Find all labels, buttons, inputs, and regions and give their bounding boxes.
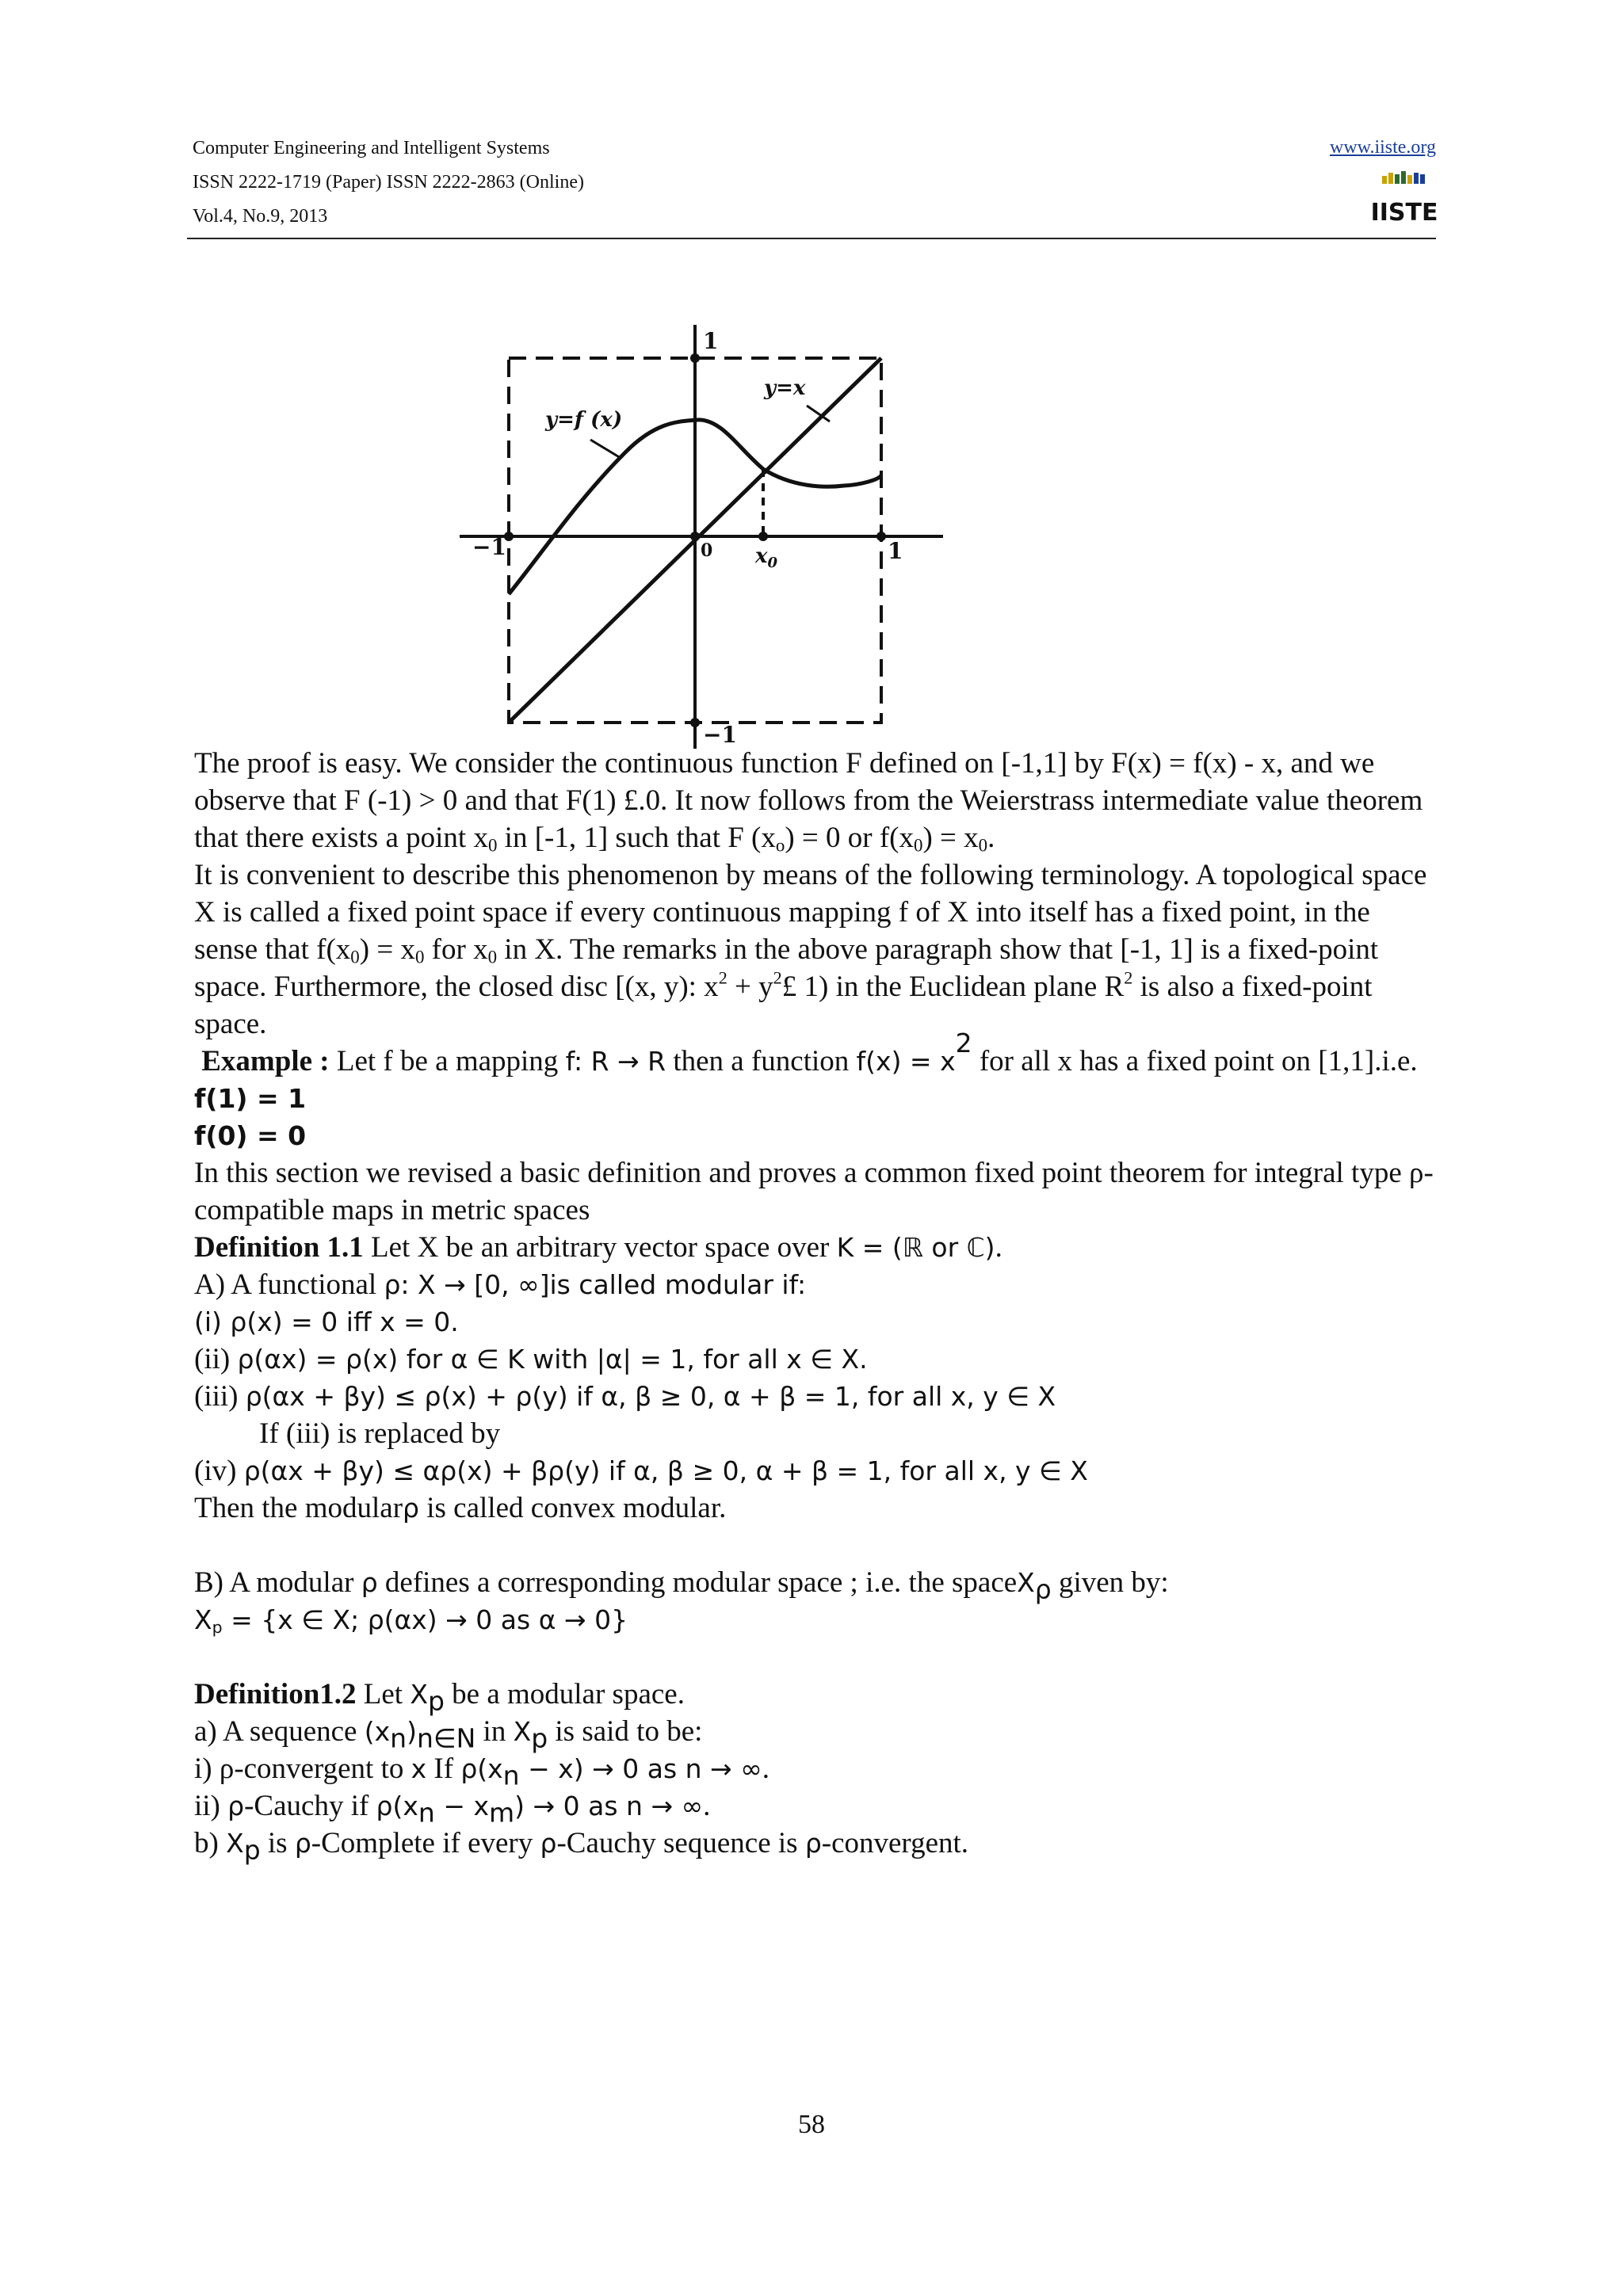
- example-f1: f(1) = 1: [194, 1083, 307, 1114]
- example-label: Example :: [201, 1045, 330, 1077]
- definition-1-1: Definition 1.1 Let X be an arbitrary vector space over K = (ℝ or ℂ).: [194, 1231, 1002, 1264]
- volume-line: Vol.4, No.9, 2013: [193, 206, 328, 227]
- label-origin: 0: [701, 540, 713, 561]
- example-paragraph: Example : Let f be a mapping f: R → R then a function $f(x) = x^2$ for all x has a fixed point on [1,1].i.e.: [201, 1027, 1418, 1077]
- rho-complete-line: b) $X_p$ is ρ-Complete if every ρ-Cauchy sequence is ρ-convergent.: [194, 1827, 969, 1866]
- def-b-modular-space: B) A modular ρ defines a corresponding modular space ; i.e. the spaceX$_\rho$ given by:: [194, 1566, 1169, 1605]
- paragraph-proof: The proof is easy. We consider the continuous function F defined on [-1,1] by F(x) = f(x) - x, and we observe that F (-1) > 0 and that F(1) £.0. It now follows from the Weierstrass intermediate value theorem that there exists a point $x_0$ in [-1, 1] such that F $(x_o) = 0$ or $f(x_0) = x_0$.: [194, 747, 1423, 856]
- label-left: −1: [472, 534, 506, 560]
- example-f0: f(0) = 0: [194, 1120, 307, 1151]
- label-yx: y=x: [764, 376, 806, 400]
- rho-cauchy-line: ii) ρ-Cauchy if $\rho(x_n - x_m) \to 0$ as n → ∞.: [194, 1790, 711, 1829]
- label-right: 1: [888, 538, 903, 564]
- label-x0: $x_0$: [755, 544, 778, 571]
- label-f: y=f (x): [545, 408, 623, 432]
- journal-url-link[interactable]: www.iiste.org: [1330, 137, 1436, 158]
- condition-iv: (iv) ρ(αx + βy) ≤ αρ(x) + βρ(y) if α, β ≥ 0, α + β = 1, for all x, y ∈ X: [194, 1455, 1088, 1487]
- logo-text: IISTE: [1370, 199, 1438, 227]
- definition-1-2: Definition1.2 Let $X_p$ be a modular space.: [194, 1678, 685, 1717]
- page-number: 58: [798, 2110, 825, 2139]
- label-bottom: −1: [703, 722, 737, 748]
- page-body: [194, 745, 1438, 1866]
- condition-iii: (iii) ρ(αx + βy) ≤ ρ(x) + ρ(y) if α, β ≥ 0, α + β = 1, for all x, y ∈ X: [194, 1380, 1056, 1413]
- condition-i: (i) ρ(x) = 0 iff x = 0.: [194, 1306, 459, 1337]
- def-a-functional: A) A functional ρ: X → [0, ∞]is called modular if:: [194, 1268, 807, 1301]
- paragraph-terminology: It is convenient to describe this phenomenon by means of the following terminology. A topological space X is called a fixed point space if every continuous mapping f of X into itself has a fixed point, in the sense that $f(x_0) = x_0$ for $x_0$ in X. The remarks in the above paragraph show that [-1, 1] is a fixed-point space. Furthermore, the closed disc [(x, y): $x^2$ + $y^2£$ 1) in the Euclidean plane $R^2$ is also a fixed-point space.: [194, 859, 1427, 1040]
- if-replaced-line: If (iii) is replaced by: [259, 1417, 501, 1450]
- convex-modular-line: Then the modularρ is called convex modular.: [194, 1492, 727, 1524]
- journal-title: Computer Engineering and Intelligent Systems: [193, 138, 550, 158]
- condition-ii: (ii) ρ(αx) = ρ(x) for α ∈ K with |α| = 1, for all x ∈ X.: [194, 1343, 868, 1375]
- def-sequence-line: a) A sequence $(x_n)_{n\in N}$ in $X_p$ is said to be:: [194, 1715, 703, 1754]
- header-rule: [187, 238, 1436, 239]
- iiste-logo: [1370, 168, 1438, 227]
- paragraph-section: In this section we revised a basic definition and proves a common fixed point theorem for integral type ρ-compatible maps in metric spaces: [194, 1157, 1434, 1226]
- issn-line: ISSN 2222-1719 (Paper) ISSN 2222-2863 (Online): [193, 172, 584, 193]
- rho-convergent-line: i) ρ-convergent to x If $\rho(x_n - x) \to 0$ as n → ∞.: [194, 1753, 769, 1791]
- modular-space-formula: $X_p = \{x$ ∈ X; ρ(αx) → 0 as α → 0}: [194, 1604, 628, 1638]
- label-top: 1: [703, 328, 719, 354]
- fixed-point-figure: [444, 317, 951, 761]
